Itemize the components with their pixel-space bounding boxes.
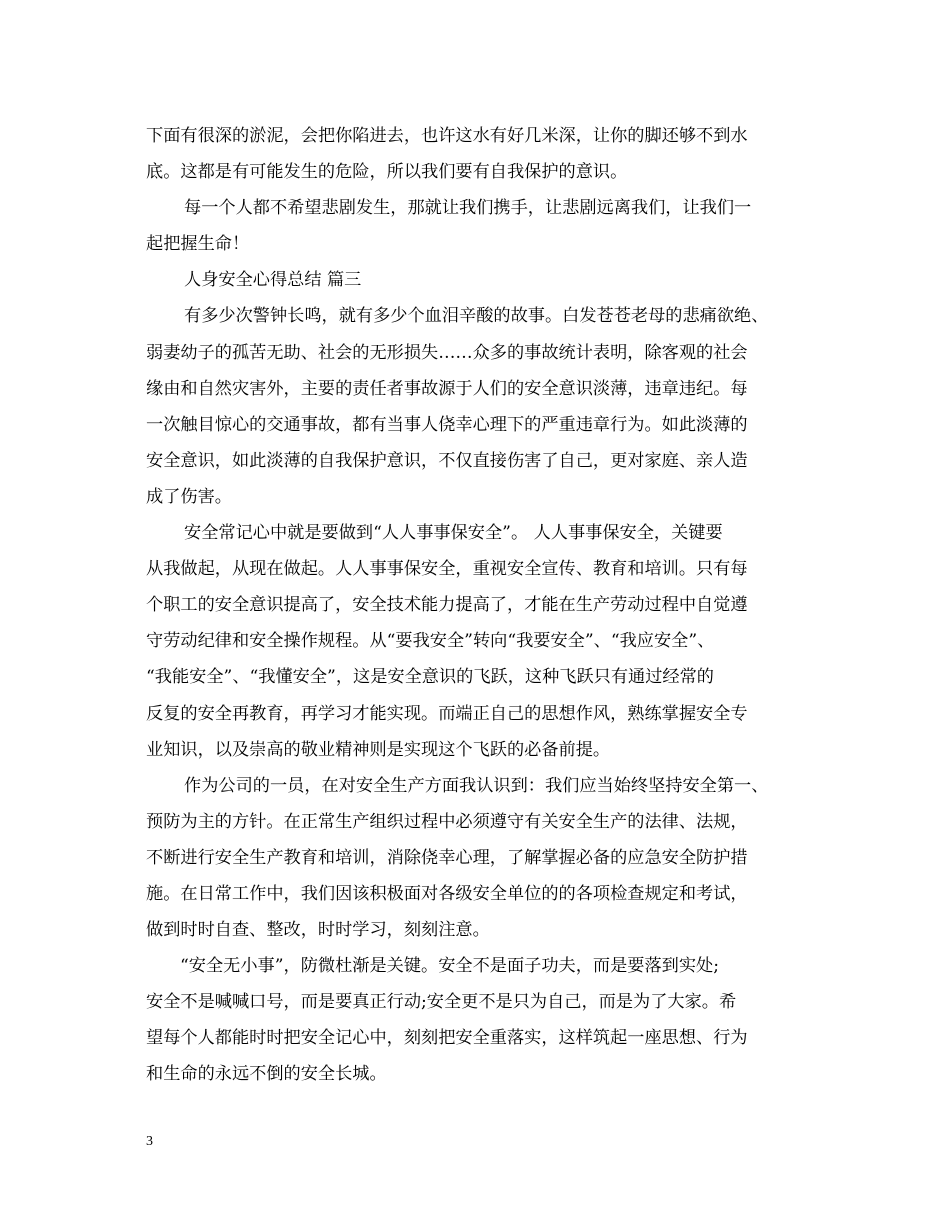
text-line: 不断进行安全生产教育和培训，消除侥幸心理，了解掌握必备的应急安全防护措 — [146, 847, 748, 868]
paragraph-continuation — [146, 118, 826, 190]
paragraph — [146, 298, 826, 515]
text-line: 从我做起，从现在做起。人人事事保安全，重视安全宣传、教育和培训。只有每 — [146, 559, 748, 580]
text-line: 缘由和自然灾害外，主要的责任者事故源于人们的安全意识淡薄，违章违纪。每 — [146, 378, 748, 399]
paragraph — [146, 190, 826, 262]
text-line: 安全常记心中就是要做到“人人事事保安全”。 人人事事保安全，关键要 — [184, 523, 723, 544]
text-line: 个职工的安全意识提高了，安全技术能力提高了，才能在生产劳动过程中自觉遵 — [146, 595, 748, 616]
text-line: 一次触目惊心的交通事故，都有当事人侥幸心理下的严重违章行为。如此淡薄的 — [146, 414, 748, 435]
text-line: 和生命的永远不倒的安全长城。 — [146, 1064, 387, 1085]
text-line: 施。在日常工作中，我们因该积极面对各级安全单位的的各项检查规定和考试， — [146, 883, 748, 904]
text-line: 守劳动纪律和安全操作规程。从“要我安全”转向“我要安全”、“我应安全”、 — [146, 631, 715, 652]
text-line: 有多少次警钟长鸣，就有多少个血泪辛酸的故事。白发苍苍老母的悲痛欲绝、 — [184, 306, 769, 327]
text-line: 安全意识，如此淡薄的自我保护意识，不仅直接伤害了自己，更对家庭、亲人造 — [146, 450, 748, 471]
text-line: “我能安全”、“我懂安全”，这是安全意识的飞跃，这种飞跃只有通过经常的 — [146, 667, 714, 688]
text-line: 下面有很深的淤泥，会把你陷进去，也许这水有好几米深，让你的脚还够不到水 — [146, 126, 748, 146]
document-body — [146, 118, 826, 1093]
section-heading — [146, 262, 826, 298]
text-line: 起把握生命！ — [146, 234, 250, 255]
text-line: 底。这都是有可能发生的危险，所以我们要有自我保护的意识。 — [146, 162, 628, 183]
text-line: 望每个人都能时时把安全记心中，刻刻把安全重落实，这样筑起一座思想、行为 — [146, 1028, 748, 1049]
text-line: 反复的安全再教育，再学习才能实现。而端正自己的思想作风，熟练掌握安全专 — [146, 703, 748, 724]
text-line: “安全无小事”，防微杜渐是关键。安全不是面子功夫，而是要落到实处; — [180, 956, 719, 977]
text-line: 预防为主的方针。在正常生产组织过程中必须遵守有关安全生产的法律、法规， — [146, 811, 748, 832]
paragraph — [146, 515, 826, 768]
page-number: 3 — [146, 1134, 153, 1149]
heading-text: 人身安全心得总结 篇三 — [184, 270, 362, 291]
paragraph — [146, 768, 826, 948]
paragraph — [146, 948, 826, 1092]
text-line: 每一个人都不希望悲剧发生，那就让我们携手，让悲剧远离我们，让我们一 — [184, 198, 752, 219]
text-line: 做到时时自查、整改，时时学习，刻刻注意。 — [146, 920, 490, 941]
text-line: 业知识，以及崇高的敬业精神则是实现这个飞跃的必备前提。 — [146, 739, 611, 760]
text-line: 成了伤害。 — [146, 486, 232, 507]
text-line: 作为公司的一员，在对安全生产方面我认识到：我们应当始终坚持安全第一、 — [184, 775, 769, 796]
text-line: 安全不是喊喊口号，而是要真正行动;安全更不是只为自己，而是为了大家。希 — [146, 992, 737, 1013]
text-line: 弱妻幼子的孤苦无助、社会的无形损失……众多的事故统计表明，除客观的社会 — [146, 342, 748, 363]
